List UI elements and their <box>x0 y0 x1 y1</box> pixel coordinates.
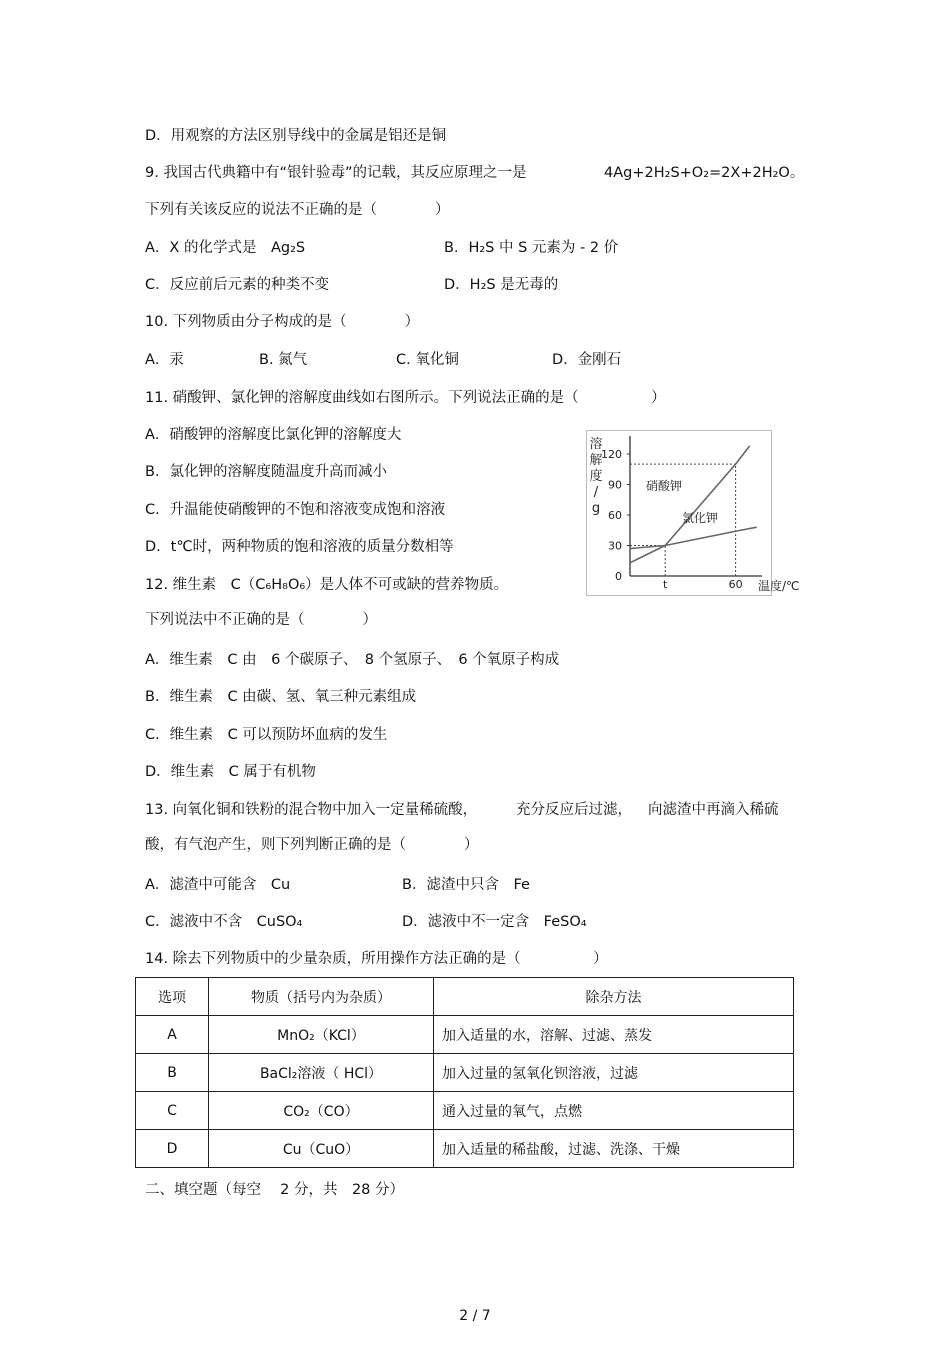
q10-stem: 10. 下列物质由分子构成的是（ ） <box>145 314 420 330</box>
y-tick-label: 120 <box>601 448 622 461</box>
q14-table <box>135 977 794 1168</box>
table-cell: CO₂（CO） <box>209 1092 434 1130</box>
q9-stem-2: 下列有关该反应的说法不正确的是（ ） <box>145 202 450 218</box>
table-cell: 加入适量的稀盐酸，过滤、洗涤、干燥 <box>434 1130 794 1168</box>
table-cell: B <box>136 1054 209 1092</box>
table-header-row <box>136 978 794 1016</box>
q11-option-a: A．硝酸钾的溶解度比氯化钾的溶解度大 <box>145 427 402 443</box>
page-number: 2 / 7 <box>459 1308 491 1324</box>
q12-option-d: D．维生素 C 属于有机物 <box>145 764 316 780</box>
q10-option-d: D．金刚石 <box>552 352 622 368</box>
y-axis-label-char: 溶 <box>589 437 603 452</box>
section-2-heading: 二、填空题（每空 2 分，共 28 分） <box>145 1182 405 1198</box>
table-cell: A <box>136 1016 209 1054</box>
q14-stem: 14. 除去下列物质中的少量杂质，所用操作方法正确的是（ ） <box>145 951 608 967</box>
y-axis-label-char: 度 <box>589 469 603 484</box>
table-row <box>136 1092 794 1130</box>
q13-option-d: D．滤液中不一定含 FeSO₄ <box>402 914 587 930</box>
y-axis-label-char: g <box>591 501 601 516</box>
table-cell: D <box>136 1130 209 1168</box>
solubility-chart-svg <box>586 430 800 596</box>
y-tick-label: 60 <box>608 509 622 522</box>
y-axis-label-char: 解 <box>589 453 603 468</box>
q8-option-d: D．用观察的方法区别导线中的金属是铝还是铜 <box>145 128 447 144</box>
series-label-kno3: 硝酸钾 <box>646 479 683 493</box>
q11-option-d: D．t℃时，两种物质的饱和溶液的质量分数相等 <box>145 539 454 555</box>
q13-stem-2: 充分反应后过滤， <box>516 802 632 818</box>
x-tick-label: t <box>663 578 668 591</box>
q9-option-d: D．H₂S 是无毒的 <box>444 277 559 293</box>
q9-option-a: A．X 的化学式是 Ag₂S <box>145 240 306 256</box>
q12-option-a: A．维生素 C 由 6 个碳原子、 8 个氢原子、 6 个氧原子构成 <box>145 652 560 668</box>
table-cell: Cu（CuO） <box>209 1130 434 1168</box>
series-line-kcl <box>630 527 757 548</box>
q11-option-b: B．氯化钾的溶解度随温度升高而减小 <box>145 464 387 480</box>
table-row <box>136 1130 794 1168</box>
q11-option-c: C．升温能使硝酸钾的不饱和溶液变成饱和溶液 <box>145 502 446 518</box>
table-cell: 加入适量的水，溶解、过滤、蒸发 <box>434 1016 794 1054</box>
table-row <box>136 1054 794 1092</box>
q13-stem-4: 酸，有气泡产生，则下列判断正确的是（ ） <box>145 837 479 853</box>
q10-option-c: C. 氧化铜 <box>396 352 459 368</box>
y-tick-label: 90 <box>608 478 622 492</box>
q13-stem-1: 13. 向氧化铜和铁粉的混合物中加入一定量稀硫酸， <box>145 802 478 818</box>
y-axis-label-char: / <box>593 485 599 500</box>
table-row <box>136 1016 794 1054</box>
y-tick-label: 30 <box>608 539 622 553</box>
q10-option-a: A．汞 <box>145 352 184 368</box>
q9-stem: 9. 我国古代典籍中有“银针验毒”的记载，其反应原理之一是 <box>145 165 527 181</box>
series-label-kcl: 氯化钾 <box>682 511 719 525</box>
q9-option-c: C．反应前后元素的种类不变 <box>145 277 330 293</box>
x-tick-label: 60 <box>728 578 743 591</box>
q12-option-b: B．维生素 C 由碳、氢、氧三种元素组成 <box>145 689 417 705</box>
table-header-cell: 选项 <box>136 978 209 1016</box>
q12-option-c: C．维生素 C 可以预防坏血病的发生 <box>145 727 388 743</box>
solubility-chart <box>586 430 800 596</box>
q13-option-a: A．滤渣中可能含 Cu <box>145 877 291 893</box>
q10-option-b: B. 氮气 <box>259 352 308 368</box>
q13-option-b: B．滤渣中只含 Fe <box>402 877 530 893</box>
table-cell: 通入过量的氧气，点燃 <box>434 1092 794 1130</box>
y-tick-label: 0 <box>615 570 622 583</box>
q9-equation: 4Ag+2H₂S+O₂=2X+2H₂O。 <box>604 165 805 181</box>
table-cell: 加入过量的氢氧化钡溶液，过滤 <box>434 1054 794 1092</box>
x-axis-label: 温度/℃ <box>758 579 800 593</box>
q12-stem-2: 下列说法中不正确的是（ ） <box>145 612 377 628</box>
table-header-cell: 除杂方法 <box>434 978 794 1016</box>
table-cell: C <box>136 1092 209 1130</box>
q9-option-b: B．H₂S 中 S 元素为 - 2 价 <box>444 240 619 256</box>
q12-stem: 12. 维生素 C（C₆H₈O₆）是人体不可或缺的营养物质。 <box>145 577 509 593</box>
table-header-cell: 物质（括号内为杂质） <box>209 978 434 1016</box>
q13-option-c: C．滤液中不含 CuSO₄ <box>145 914 303 930</box>
table-cell: MnO₂（KCl） <box>209 1016 434 1054</box>
q13-stem-3: 向滤渣中再滴入稀硫 <box>648 802 779 818</box>
q11-stem: 11. 硝酸钾、氯化钾的溶解度曲线如右图所示。下列说法正确的是（ ） <box>145 390 666 406</box>
table-cell: BaCl₂溶液（ HCl） <box>209 1054 434 1092</box>
